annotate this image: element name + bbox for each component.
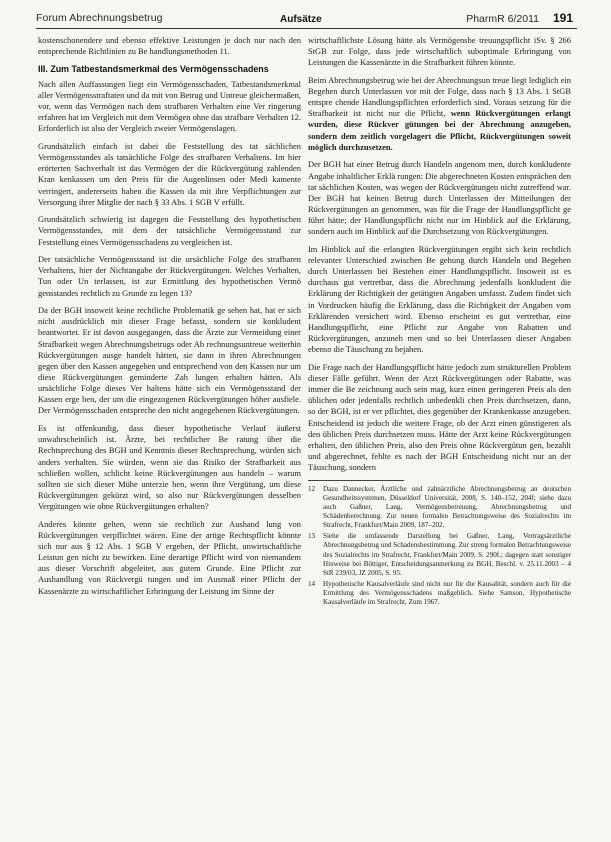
- body-paragraph-with-emphasis: [308, 75, 571, 153]
- paragraph-text: Beim Abrechnungsbetrug wie bei der Abrechnungsun treue liegt lediglich ein Begehen durch Unterlassen vor mit der Folge, dass nach § 13 Abs. 1 StGB entspre chende Handlungspflichten erforderlich sind. Voraus setzung für die Strafbarkeit ist nicht nur die Pflicht,: [308, 74, 571, 119]
- intro-paragraph: kostenschonendere und ebenso effektive Leistungen je doch nur nach den entsprechende Richtlinien zu Be handlungsmethoden 11.: [38, 35, 301, 57]
- footnote-number: 13: [308, 532, 316, 541]
- body-paragraph: Grundsätzlich schwierig ist dagegen die Feststellung des hypothetischen Vermögensstandes, mit dem der tatsächliche Vermögensstand zur Feststellung eines Vermögensschadens zu vergleichen ist.: [38, 214, 301, 247]
- section-heading: III. Zum Tatbestandsmerkmal des Vermögensschadens: [38, 63, 269, 74]
- left-column: [38, 35, 301, 603]
- footnotes: [308, 485, 571, 608]
- body-paragraph: wirtschaftlichste Lösung hätte als Vermögensbe treuungspflicht iSv. § 266 StGB zur Folge, dass jede wirtschaftlich suboptimale Erbringung von Leistungen die Kassenärzte in die Strafbarkeit führen könnte.: [308, 35, 571, 68]
- body-paragraph: Nach allen Auffassungen liegt ein Vermögensschaden, Tatbestandsmerkmal aller Vermögensstraftaten und da mit von Betrug und Untreue gleichermaßen, vor, wenn das Vermögen nach dem strafbaren Verhalten eine Ver ringerung erfahren hat im Vergleich mit dem Vermögen ohne das strafbare Verhalten 12. Erforderlich ist also der Vergleich zweier Vermögenslagen.: [38, 78, 301, 134]
- right-column: [308, 35, 571, 610]
- emphasized-text: wenn Rückvergütungen erlangt wurden, diese Rückver gütungen bei der Abrechnung anzugeben, sondern dem zeitlich vorgelagert die Pflicht, Rückvergütungen soweit möglich durchzusetzen.: [308, 108, 571, 152]
- running-header-section: Forum Abrechnungsbetrug: [36, 12, 163, 24]
- footnote-number: 12: [308, 484, 316, 493]
- header-rule: [36, 28, 577, 29]
- page-number: 191: [552, 11, 573, 25]
- body-paragraph: Der tatsächliche Vermögensstand ist die ursächliche Folge des strafbaren Verhaltens, hier der Nichtangabe der Rückvergütungen. Welches Verhalten, Tun oder Un terlassen, ist zur Ermittlung des hypothetischen Vermö gensstandes rechtlich zu Grunde zu legen 13?: [38, 254, 301, 298]
- footnote: [308, 580, 571, 607]
- body-paragraph: Die Frage nach der Handlungspflicht hätte jedoch zum strukturellen Problem dieser Fälle geführt. Wenn der Arzt Rückvergütungen oder Rabatte, was immer die Be zeichnung auch sein mag, kurz einen geringeren Preis als den üblichen oder jedenfalls rechtlich unbedenkli chen Preis durchsetzen, dann, so der BGH, ist er ver pflichtet, dies gegenüber der Krankenkasse anzugeben. Entscheidend ist jedoch die weitere Frage, ob der Arzt einen günstigeren als den üblichen Preis durchsetzen muss. Hätte der Arzt keine Rückvergütungen erhalten, den üblichen Preis, also den Preis ohne Rückvergütun gen, bezahlt und abgerechnet, fehlte es nach der BGH Entscheidung nicht nur an der Täuschung, sondern: [308, 361, 571, 473]
- footnote-text: Siehe die umfassende Darstellung bei Gaßner, Lang, Vertragsärztliche Abrechnungsbetrug und Schadensbestimmung. Zur streng formalen Betrachtungsweise des Sozialrechts im Strafrecht, Frankfurt/Main 2009, S. 290f.; dagegen statt sonstiger Hinweise bei Böttiger, Entscheidungsanmerkung zu BGH, Beschl. v. 25.11.2003 – 4 StR 239/03, JZ 2005, S. 95.: [323, 532, 571, 577]
- footnote: [308, 532, 571, 577]
- body-paragraph: Im Hinblick auf die erlangten Rückvergütungen ergibt sich kein rechtlich relevanter Unterschied zwischen Be gehung durch Handeln und Begehen durch Unterlassen bei Bestehen einer Handlungspflicht. Insoweit ist es durchaus gut vertretbar, dass die Abrechnung jedenfalls konkludent die Erklärung der Richtigkeit der getätigten Angaben umfasst. Zudem findet sich in Vordrucken häufig die Erklärung, dass die Richtigkeit der Angaben vom Erklärenden versichert wird. Ebenso erscheint es gut vertretbar, eine Handlungspflicht, eine Pflicht zur Angabe von Rabatten und Rückvergütungen, anzuneh men und so bei Unterlassen dieser Angaben ebenso die Täuschung zu bejahen.: [308, 243, 571, 355]
- body-paragraph: Der BGH hat einer Betrug durch Handeln angenom men, durch konkludente Angabe inhaltlicher Erklä rungen: Die abgerechneten Kosten entsprächen den tat sächlichen Kosten, was wegen der Rückvergütungen nicht zutreffend war. Der BGH hat keinen Betrug durch Unterlassen der Mitteilungen der Rückvergütungen an genommen, was für die Frage der Handlungspflicht ge führt hätte; der Handlungspflicht nicht nur im Hinblick auf die Erklärung, sondern auch im Hinblick auf die Durchsetzung von Rückvergütungen.: [308, 159, 571, 237]
- footnote: [308, 485, 571, 530]
- body-paragraph: Grundsätzlich einfach ist dabei die Feststellung des tat sächlichen Vermögensstandes als tatsächliche Folge des strafbaren Verhaltens. Im hier erörterten Sachverhalt ist das Vermögen der die Rückvergütung zahlenden Kran kenkassen um den Preis für die Augenlinsen oder Medi kamente verringert, andererseits haben die Kassen da mit ihre Verpflichtungen zur Versorgung ihrer Mitglie der nach § 33 Abs. 1 SGB V erfüllt.: [38, 140, 301, 207]
- body-paragraph: Es ist offenkundig, dass dieser hypothetische Verlauf äußerst unwahrscheinlich ist. Ärzte, bei rechtlicher Be ratung über die Rechtsprechung des BGH und Kenntnis dieser Rechtsprechung, würden sich anders verhalten. Sie würden, wenn sie das Risiko der Strafbarkeit aus schließen wollen, schlicht keine Rückvergütungen aus handeln – warum sollten sie sich dieser Mühe unterzie hen, wenn ihre Vergütung, um diese Rückvergütungen gekürzt wird, so also nur Rückvergütungen desselben Vergütungen wie ohne Rückvergütungen erhalten?: [38, 423, 301, 512]
- running-header-journal: [466, 11, 573, 25]
- journal-issue: PharmR 6/2011: [466, 13, 539, 25]
- footnote-rule: [308, 480, 404, 481]
- body-paragraph: Anderes könnte gelten, wenn sie rechtlich zur Aushand lung von Rückvergütungen verpflichtet wären. Eine der artige Rechtspflicht könnte sich nur aus § 12 Abs. 1 SGB V ergeben, der Pflicht, unwirtschaftliche Leistun gen nicht zu bewirken. Eine derartige Pflicht wird von niemandem aus dieser Vorschrift abgeleitet, aus gutem Grunde. Eine Pflicht zur Aushandlung von Rückvergü tungen und im Ausmaß einer Pflicht der Kassenärzte zu wirtschaftlicher Erbringung der Leistung im Sinne der: [38, 518, 301, 596]
- footnote-number: 14: [308, 580, 316, 589]
- footnote-text: Dazu Dannecker, Ärztliche und zahnärztliche Abrechnungsbetrug an deutschen Gesundheitssystemen, Düsseldorf Universität, 2008, S. 140–152, 204f; siehe dazu auch Gaßner, Lang, Vermögensbetreuung, Abrechnungsbetrug und Schädenberechnung. Zur neuen formalen Betrachtungsweise des Sozialrechts im Strafrecht, Frankfurt/Main 2009, 187–202.: [323, 484, 571, 530]
- footnote-text: Hypothetische Kausalverläufe sind nicht nur für die Kausalität, sondern auch für die Ermittlung des Vermögensschadens maßgeblich. Siehe Samson, Hypothetische Kausalverläufe im Strafrecht, Zum 1967.: [323, 580, 571, 607]
- running-header-category: Aufsätze: [280, 14, 322, 25]
- body-paragraph: Da der BGH insoweit keine rechtliche Problematik ge sehen hat, hat er sich nicht ausdrücklich mit dieser Frage befasst, sondern sie konkludent beantwortet. Er ist davon ausgegangen, dass die Ärzte zur Vermeidung einer Strafbarkeit wegen Abrechnungsbetrugs oder Ab rechnungsuntreue weiterhin Rückvergütungen ausge handelt hätten, sie dann in ihren Abrechnungen gegen über den Kassen angegeben und entsprechend von den Kassen nur um diese Rückvergütungen geminderte Zah lungen erhalten hätten. Als ursächliche Folge dieses Ver haltens hätte sich ein Vermögensstand der Kassen erge ben, der um die eingezogenen Rückvergütungen höher ausfiele. Der Vermögensschaden entspreche den nicht angegebenen Rückvergütungen.: [38, 305, 301, 416]
